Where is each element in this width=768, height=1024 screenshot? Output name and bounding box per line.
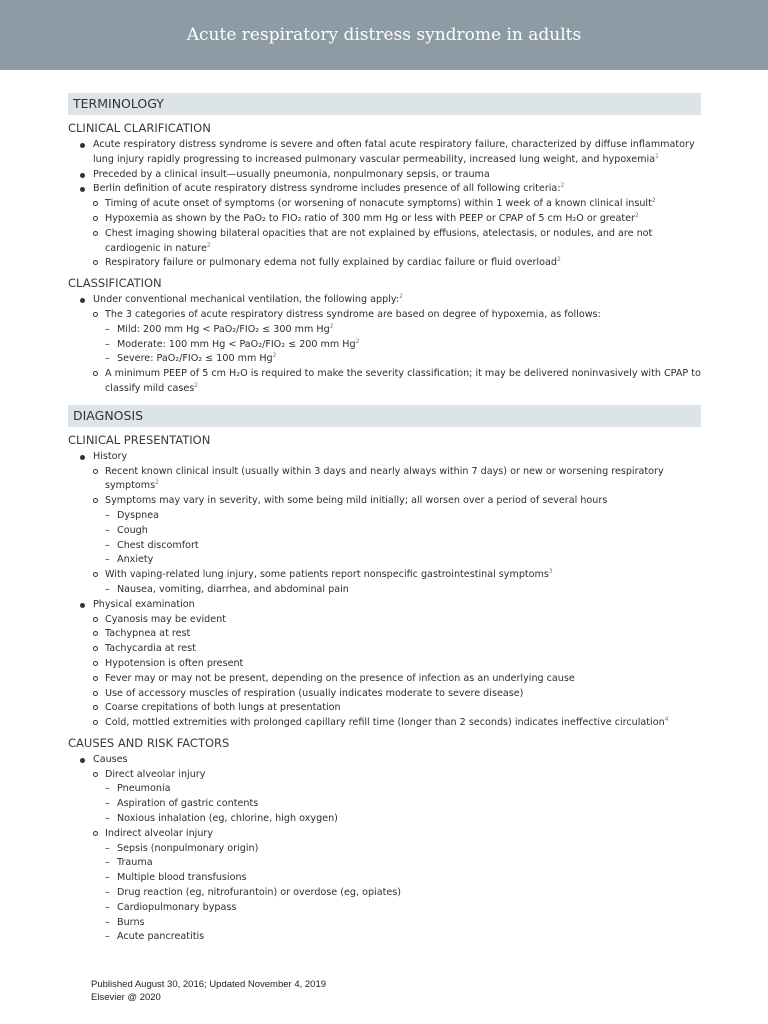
causes-sublist xyxy=(93,768,701,946)
symptom-list xyxy=(105,509,701,568)
list-item: – Severe: PaO₂/FIO₂ ≤ 100 mm Hg$^2$ xyxy=(105,352,701,367)
list-item: With vaping-related lung injury, some patients report nonspecific gastrointestinal symptoms$^3$ – Nausea, vomiting, diarrhea, and abdominal pain xyxy=(93,568,701,598)
classification-sublist xyxy=(93,308,701,397)
physical-exam-list xyxy=(93,613,701,731)
list-item: Berlin definition of acute respiratory distress syndrome includes presence of all following criteria:$^2$ Timing of acute onset of symptoms (or worsening of nonacute symptoms) within 1 week of a known clinical insult$^2$ Hypoxemia as shown by the PaO₂ to FIO₂ ratio of 300 mm Hg or less with PEEP or CPAP of 5 cm H₂O or greater$^2$ Chest imaging showing bilateral opacities that are not explained by effusions, atelectasis, or nodules, and are not cardiogenic in nature$^2$ Respiratory failure or pulmonary edema not fully explained by cardiac failure or fluid overload$^2$ xyxy=(68,182,701,271)
page-title: Acute respiratory distress syndrome in adults xyxy=(186,25,582,45)
list-item: – Trauma xyxy=(105,856,701,871)
subheading-classification: CLASSIFICATION xyxy=(68,276,162,291)
list-item: Indirect alveolar injury – Sepsis (nonpulmonary origin) – Trauma – Multiple blood transfusions – Drug reaction (eg, nitrofurantoin) or overdose (eg, opiates) – Cardiopulmonary bypass – Burns – Acute pancreatitis xyxy=(93,827,701,945)
section-heading-diagnosis: DIAGNOSIS xyxy=(68,405,701,427)
list-item: A minimum PEEP of 5 cm H₂O is required to make the severity classification; it may be delivered noninvasively with CPAP to classify mild cases$^2$ xyxy=(93,367,701,397)
list-item: History Recent known clinical insult (usually within 3 days and nearly always within 7 days) or new or worsening respiratory symptoms$^2$ Symptoms may vary in severity, with some being mild initially; all worsen over a period of several hours – Dyspnea – Cough – Chest discomfort – Anxiety With vaping-related lung injury, some patients report nonspecific gastrointestinal symptoms$^3$ – Nausea, vomiting, diarrhea, and abdominal pain xyxy=(68,450,701,598)
indirect-injury-list xyxy=(105,842,701,946)
presentation-list xyxy=(68,450,701,731)
subheading-clinical-clarification: CLINICAL CLARIFICATION xyxy=(68,121,211,135)
list-item: – Sepsis (nonpulmonary origin) xyxy=(105,842,701,857)
list-item: Physical examination Cyanosis may be evident Tachypnea at rest Tachycardia at rest Hypotension is often present Fever may or may not be present, depending on the presence of infection as an underlying cause Use of accessory muscles of respiration (usually indicates moderate to severe disease) Coarse crepitations of both lungs at presentation Cold, mottled extremities with prolonged capillary refill time (longer than 2 seconds) indicates ineffective circulation$^4$ xyxy=(68,598,701,731)
list-item: – Cardiopulmonary bypass xyxy=(105,901,701,916)
list-item: Use of accessory muscles of respiration (usually indicates moderate to severe disease) xyxy=(93,687,701,702)
list-item: – Cough xyxy=(105,524,701,539)
list-item: Under conventional mechanical ventilation, the following apply:$^2$ The 3 categories of acute respiratory distress syndrome are based on degree of hypoxemia, as follows: – Mild: 200 mm Hg < PaO₂/FIO₂ ≤ 300 mm Hg$^2$ – Moderate: 100 mm Hg < PaO₂/FIO₂ ≤ 200 mm Hg$^2$ – Severe: PaO₂/FIO₂ ≤ 100 mm Hg$^2$ A minimum PEEP of 5 cm H₂O is required to make the severity classification; it may be delivered noninvasively with CPAP to classify mild cases$^2$ xyxy=(68,293,701,397)
copyright-notice: Elsevier @ 2020 xyxy=(91,992,161,1003)
list-item: – Moderate: 100 mm Hg < PaO₂/FIO₂ ≤ 200 mm Hg$^2$ xyxy=(105,338,701,353)
list-item: Hypoxemia as shown by the PaO₂ to FIO₂ ratio of 300 mm Hg or less with PEEP or CPAP of 5 cm H₂O or greater$^2$ xyxy=(93,212,701,227)
list-item: The 3 categories of acute respiratory distress syndrome are based on degree of hypoxemia, as follows: – Mild: 200 mm Hg < PaO₂/FIO₂ ≤ 300 mm Hg$^2$ – Moderate: 100 mm Hg < PaO₂/FIO₂ ≤ 200 mm Hg$^2$ – Severe: PaO₂/FIO₂ ≤ 100 mm Hg$^2$ xyxy=(93,308,701,367)
list-item: Respiratory failure or pulmonary edema not fully explained by cardiac failure or fluid overload$^2$ xyxy=(93,256,701,271)
publication-dates: Published August 30, 2016; Updated November 4, 2019 xyxy=(91,979,327,990)
title-banner xyxy=(0,0,768,70)
list-item: – Dyspnea xyxy=(105,509,701,524)
list-item: – Mild: 200 mm Hg < PaO₂/FIO₂ ≤ 300 mm Hg$^2$ xyxy=(105,323,701,338)
list-item: Cold, mottled extremities with prolonged capillary refill time (longer than 2 seconds) indicates ineffective circulation$^4$ xyxy=(93,716,701,731)
list-item: – Acute pancreatitis xyxy=(105,930,701,945)
list-item: – Nausea, vomiting, diarrhea, and abdominal pain xyxy=(105,583,701,598)
list-item: Cyanosis may be evident xyxy=(93,613,701,628)
section-heading-terminology: TERMINOLOGY xyxy=(68,93,701,115)
list-item: Causes Direct alveolar injury – Pneumonia – Aspiration of gastric contents – Noxious inhalation (eg, chlorine, high oxygen) Indirect alveolar injury – Sepsis (nonpulmonary origin) – Trauma – Multiple blood transfusions – Drug reaction (eg, nitrofurantoin) or overdose (eg, opiates) – Cardiopulmonary bypass – Burns – Acute pancreatitis xyxy=(68,753,701,945)
list-item: – Noxious inhalation (eg, chlorine, high oxygen) xyxy=(105,812,701,827)
list-item: Coarse crepitations of both lungs at presentation xyxy=(93,701,701,716)
list-item: Direct alveolar injury – Pneumonia – Aspiration of gastric contents – Noxious inhalation (eg, chlorine, high oxygen) xyxy=(93,768,701,827)
list-item: Hypotension is often present xyxy=(93,657,701,672)
page-footer xyxy=(91,978,326,1004)
classification-list xyxy=(68,293,701,397)
causes-list xyxy=(68,753,701,945)
subheading-causes-and-risk-factors: CAUSES AND RISK FACTORS xyxy=(68,735,230,750)
list-item: Chest imaging showing bilateral opacities that are not explained by effusions, atelectasis, or nodules, and are not cardiogenic in nature$^2$ xyxy=(93,227,701,257)
direct-injury-list xyxy=(105,782,701,826)
list-item: – Anxiety xyxy=(105,553,701,568)
list-item: – Multiple blood transfusions xyxy=(105,871,701,886)
document-body xyxy=(68,93,701,945)
gi-symptom-list xyxy=(105,583,701,598)
list-item: Acute respiratory distress syndrome is severe and often fatal acute respiratory failure, characterized by diffuse inflammatory lung injury rapidly progressing to increased pulmonary vascular permeability, increased lung weight, and hypoxemia$^1$ xyxy=(68,138,701,168)
list-item: Symptoms may vary in severity, with some being mild initially; all worsen over a period of several hours – Dyspnea – Cough – Chest discomfort – Anxiety xyxy=(93,494,701,568)
list-item: Fever may or may not be present, depending on the presence of infection as an underlying cause xyxy=(93,672,701,687)
list-item: Tachycardia at rest xyxy=(93,642,701,657)
berlin-criteria-list xyxy=(93,197,701,271)
list-item: Preceded by a clinical insult—usually pneumonia, nonpulmonary sepsis, or trauma xyxy=(68,168,701,183)
clarification-list xyxy=(68,138,701,271)
list-item: – Aspiration of gastric contents xyxy=(105,797,701,812)
severity-list xyxy=(105,323,701,367)
list-item: – Chest discomfort xyxy=(105,539,701,554)
list-item: – Burns xyxy=(105,916,701,931)
subheading-clinical-presentation: CLINICAL PRESENTATION xyxy=(68,432,211,447)
list-item: – Pneumonia xyxy=(105,782,701,797)
list-item: Recent known clinical insult (usually within 3 days and nearly always within 7 days) or new or worsening respiratory symptoms$^2$ xyxy=(93,465,701,495)
list-item: – Drug reaction (eg, nitrofurantoin) or overdose (eg, opiates) xyxy=(105,886,701,901)
history-list xyxy=(93,465,701,598)
list-item: Timing of acute onset of symptoms (or worsening of nonacute symptoms) within 1 week of a known clinical insult$^2$ xyxy=(93,197,701,212)
list-item: Tachypnea at rest xyxy=(93,627,701,642)
